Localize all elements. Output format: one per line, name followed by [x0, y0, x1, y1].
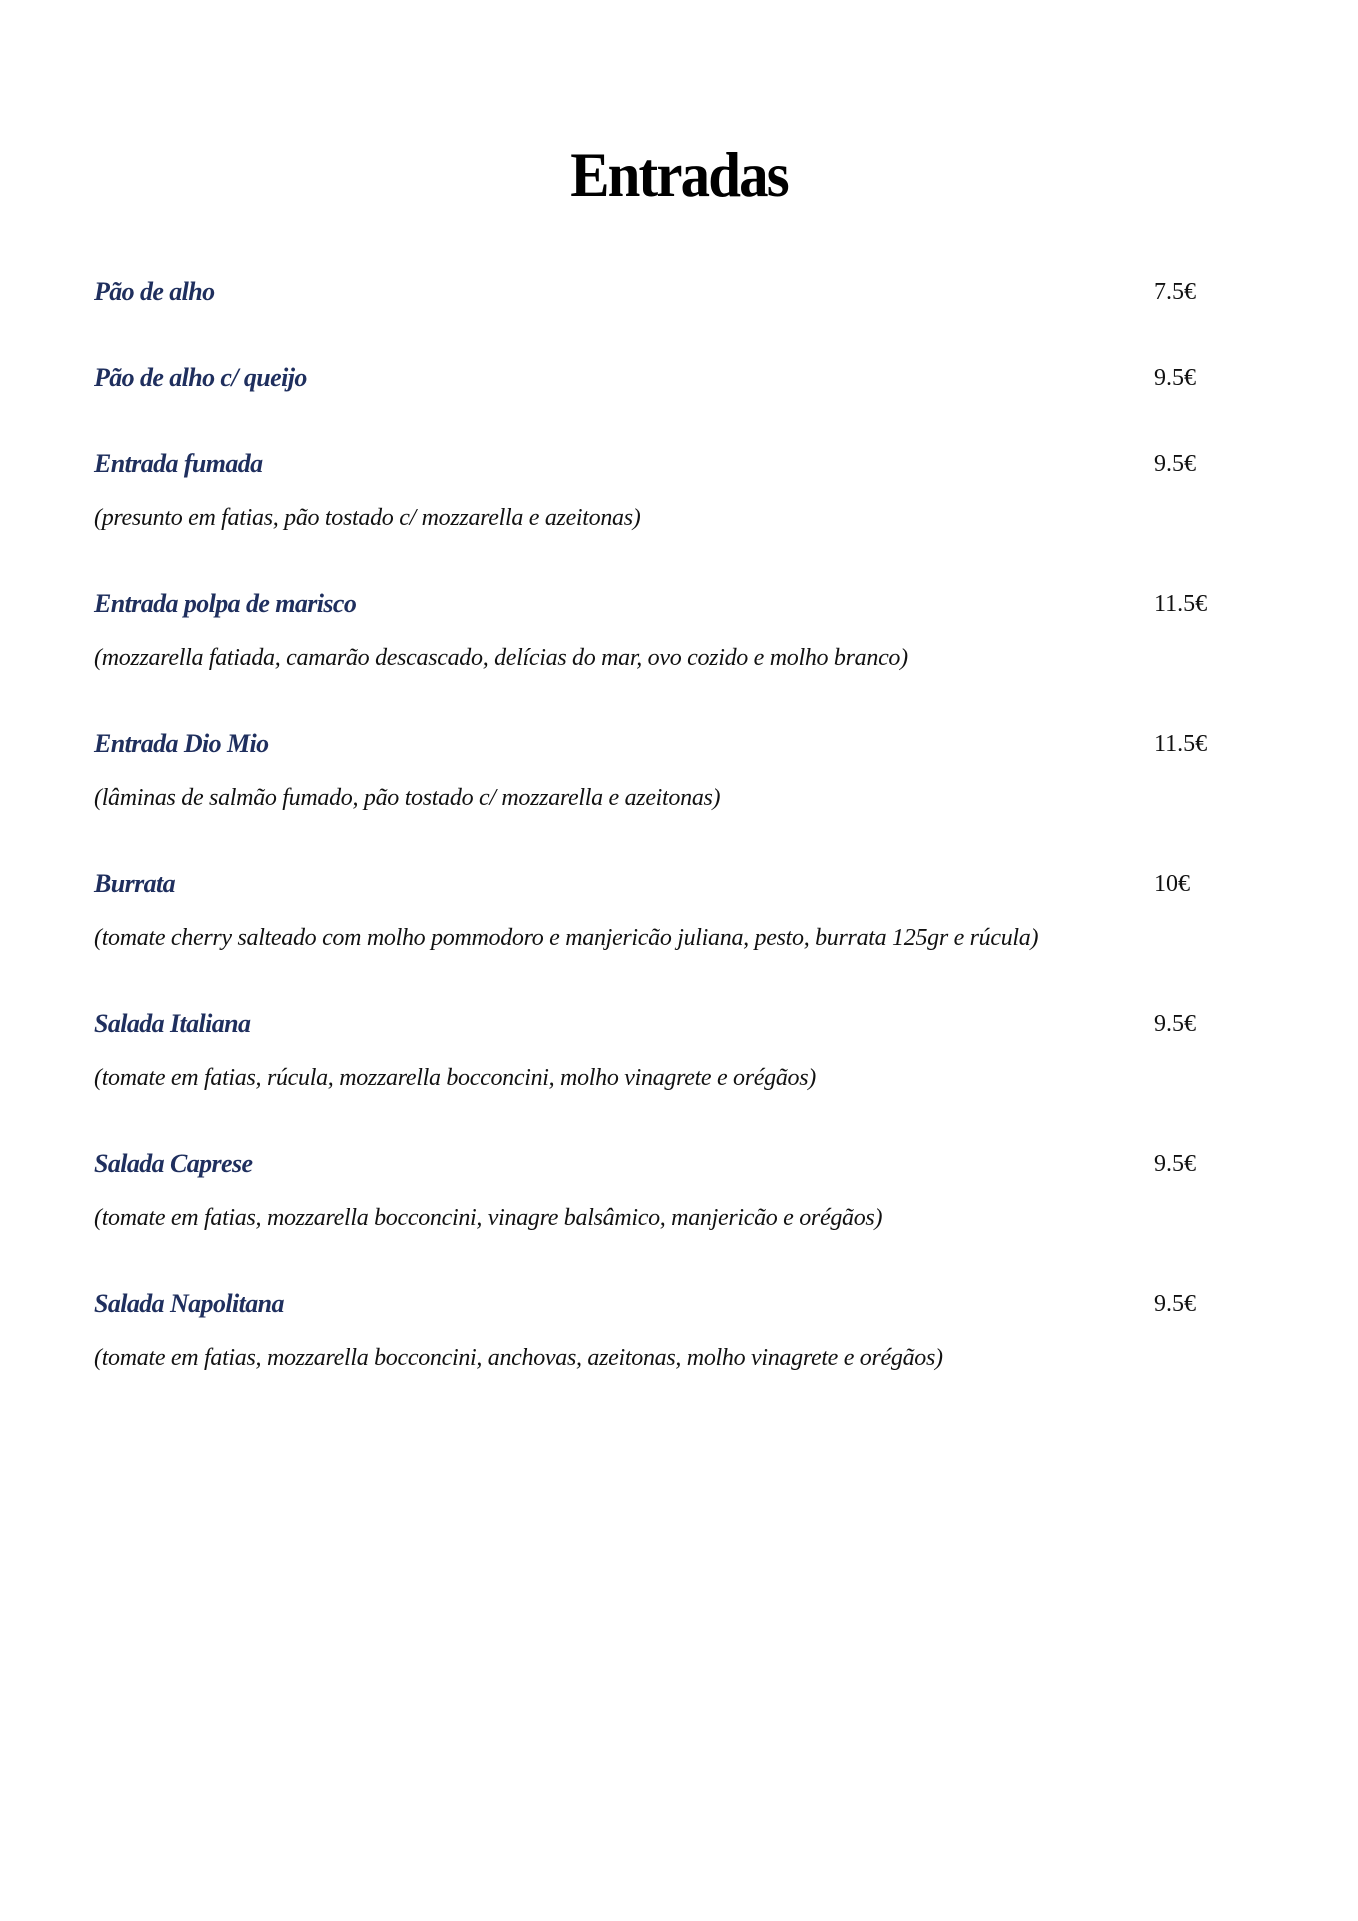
menu-item-description: (tomate em fatias, rúcula, mozzarella bocconcini, molho vinagrete e orégãos)	[94, 1065, 816, 1091]
menu-item-row	[94, 265, 1214, 319]
menu-item	[94, 997, 1214, 1137]
page-title: Entradas	[570, 139, 788, 210]
menu-item	[94, 857, 1214, 997]
menu-item-name: Pão de alho c/ queijo	[94, 363, 307, 392]
menu-item	[94, 1137, 1214, 1277]
menu-item	[94, 577, 1214, 717]
menu-item-row	[94, 1137, 1214, 1191]
menu-item	[94, 717, 1214, 857]
menu-item-name: Entrada Dio Mio	[94, 729, 269, 758]
menu-item-name: Salada Caprese	[94, 1149, 253, 1178]
menu-item	[94, 437, 1214, 577]
menu-item-row	[94, 1277, 1214, 1331]
menu-item-name: Pão de alho	[94, 277, 215, 306]
menu-items-list	[94, 265, 1214, 1417]
menu-item	[94, 351, 1214, 437]
menu-item-description: (presunto em fatias, pão tostado c/ mozzarella e azeitonas)	[94, 505, 641, 531]
menu-item-row	[94, 577, 1214, 631]
menu-item	[94, 265, 1214, 351]
menu-item-description: (tomate em fatias, mozzarella bocconcini, anchovas, azeitonas, molho vinagrete e orégãos)	[94, 1345, 943, 1371]
menu-item-description: (tomate cherry salteado com molho pommodoro e manjericão juliana, pesto, burrata 125gr e rúcula)	[94, 925, 1039, 951]
menu-item-row	[94, 997, 1214, 1051]
menu-item-price: 9.5€	[1154, 1011, 1196, 1037]
menu-item	[94, 1277, 1214, 1417]
menu-item-name: Salada Italiana	[94, 1009, 251, 1038]
menu-item-row	[94, 717, 1214, 771]
menu-item-name: Entrada fumada	[94, 449, 263, 478]
menu-item-price: 9.5€	[1154, 451, 1196, 477]
menu-item-description: (lâminas de salmão fumado, pão tostado c/ mozzarella e azeitonas)	[94, 785, 721, 811]
menu-item-name: Entrada polpa de marisco	[94, 589, 357, 618]
menu-item-name: Burrata	[94, 869, 176, 898]
menu-item-row	[94, 857, 1214, 911]
menu-item-price: 10€	[1154, 871, 1190, 897]
menu-item-description: (tomate em fatias, mozzarella bocconcini, vinagre balsâmico, manjericão e orégãos)	[94, 1205, 883, 1231]
menu-item-row	[94, 351, 1214, 405]
menu-item-price: 7.5€	[1154, 279, 1196, 305]
menu-item-price: 9.5€	[1154, 1291, 1196, 1317]
menu-item-price: 9.5€	[1154, 365, 1196, 391]
menu-item-description: (mozzarella fatiada, camarão descascado, delícias do mar, ovo cozido e molho branco)	[94, 645, 908, 671]
menu-item-name: Salada Napolitana	[94, 1289, 284, 1318]
menu-item-price: 11.5€	[1154, 591, 1208, 617]
menu-item-price: 11.5€	[1154, 731, 1208, 757]
menu-item-price: 9.5€	[1154, 1151, 1196, 1177]
menu-item-row	[94, 437, 1214, 491]
